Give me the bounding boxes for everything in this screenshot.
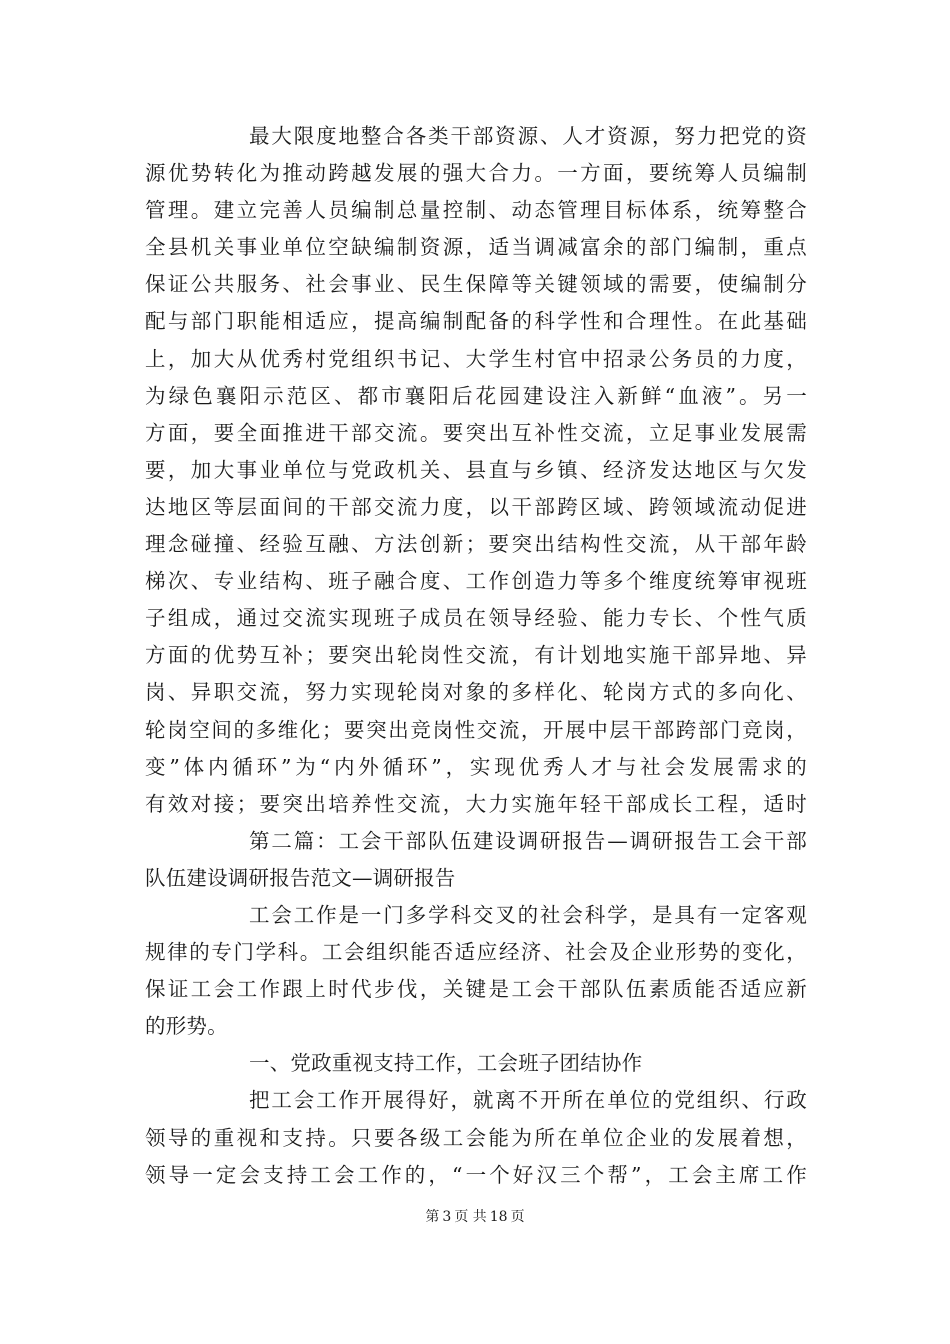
paragraph-line-9: 方面，要全面推进干部交流。要突出互补性交流，立足事业发展需 [145,420,807,445]
paragraph-line-23: 的形势。 [145,1014,228,1039]
paragraph-line-1: 最大限度地整合各类干部资源、人才资源，努力把党的资 [249,124,807,148]
paragraph-line-14: 子组成，通过交流实现班子成员在领导经验、能力专长、个性气质 [145,606,807,631]
paragraph-line-20: 工会工作是一门多学科交叉的社会科学，是具有一定客观 [249,902,807,927]
paragraph-line-12: 理念碰撞、经验互融、方法创新；要突出结构性交流，从干部年龄 [145,532,807,557]
paragraph-line-2: 源优势转化为推动跨越发展的强大合力。一方面，要统筹人员编制 [145,161,807,186]
paragraph-line-4: 全县机关事业单位空缺编制资源，适当调减富余的部门编制，重点 [145,235,807,260]
footer-suffix: 页 [510,1209,525,1225]
paragraph-line-7: 上，加大从优秀村党组织书记、大学生村官中招录公务员的力度， [145,346,807,371]
subheading-line: 一、党政重视支持工作，工会班子团结协作 [249,1051,643,1076]
paragraph-line-21: 规律的专门学科。工会组织能否适应经济、社会及企业形势的变化， [145,940,807,965]
paragraph-line-11: 达地区等层面间的干部交流力度，以干部跨区域、跨领域流动促进 [145,494,807,519]
paragraph-line-18: 变”体内循环”为“内外循环”，实现优秀人才与社会发展需求的 [145,754,807,779]
total-page-count: 18 [489,1209,508,1225]
paragraph-line-25: 领导的重视和支持。只要各级工会能为所在单位企业的发展着想， [145,1125,807,1150]
paragraph-line-8: 为绿色襄阳示范区、都市襄阳后花园建设注入新鲜“血液”。另一 [145,383,807,408]
paragraph-line-24: 把工会工作开展得好，就离不开所在单位的党组织、行政 [249,1088,807,1113]
footer-prefix: 第 [425,1209,440,1225]
document-body [145,118,807,1194]
paragraph-line-16: 岗、异职交流，努力实现轮岗对象的多样化、轮岗方式的多向化、 [145,680,807,705]
paragraph-line-19: 有效对接；要突出培养性交流，大力实施年轻干部成长工程，适时 [145,791,807,816]
paragraph-line-5: 保证公共服务、社会事业、民生保障等关键领域的需要，使编制分 [145,272,807,297]
page-footer [0,1206,950,1226]
footer-middle: 页 共 [454,1209,487,1225]
section-title-line-1: 第二篇：工会干部队伍建设调研报告—调研报告工会干部 [249,828,807,853]
paragraph-line-17: 轮岗空间的多维化；要突出竞岗性交流，开展中层干部跨部门竞岗， [145,717,807,742]
paragraph-line-15: 方面的优势互补；要突出轮岗性交流，有计划地实施干部异地、异 [145,643,807,668]
paragraph-line-6: 配与部门职能相适应，提高编制配备的科学性和合理性。在此基础 [145,309,807,334]
current-page-number: 3 [442,1209,452,1225]
paragraph-line-3: 管理。建立完善人员编制总量控制、动态管理目标体系，统筹整合 [145,198,807,223]
paragraph-line-26: 领导一定会支持工会工作的，“一个好汉三个帮”，工会主席工作 [145,1162,807,1187]
section-title-line-2: 队伍建设调研报告范文—调研报告 [145,865,456,890]
paragraph-line-10: 要，加大事业单位与党政机关、县直与乡镇、经济发达地区与欠发 [145,457,807,482]
paragraph-line-13: 梯次、专业结构、班子融合度、工作创造力等多个维度统筹审视班 [145,569,807,594]
paragraph-line-22: 保证工会工作跟上时代步伐，关键是工会干部队伍素质能否适应新 [145,977,807,1002]
